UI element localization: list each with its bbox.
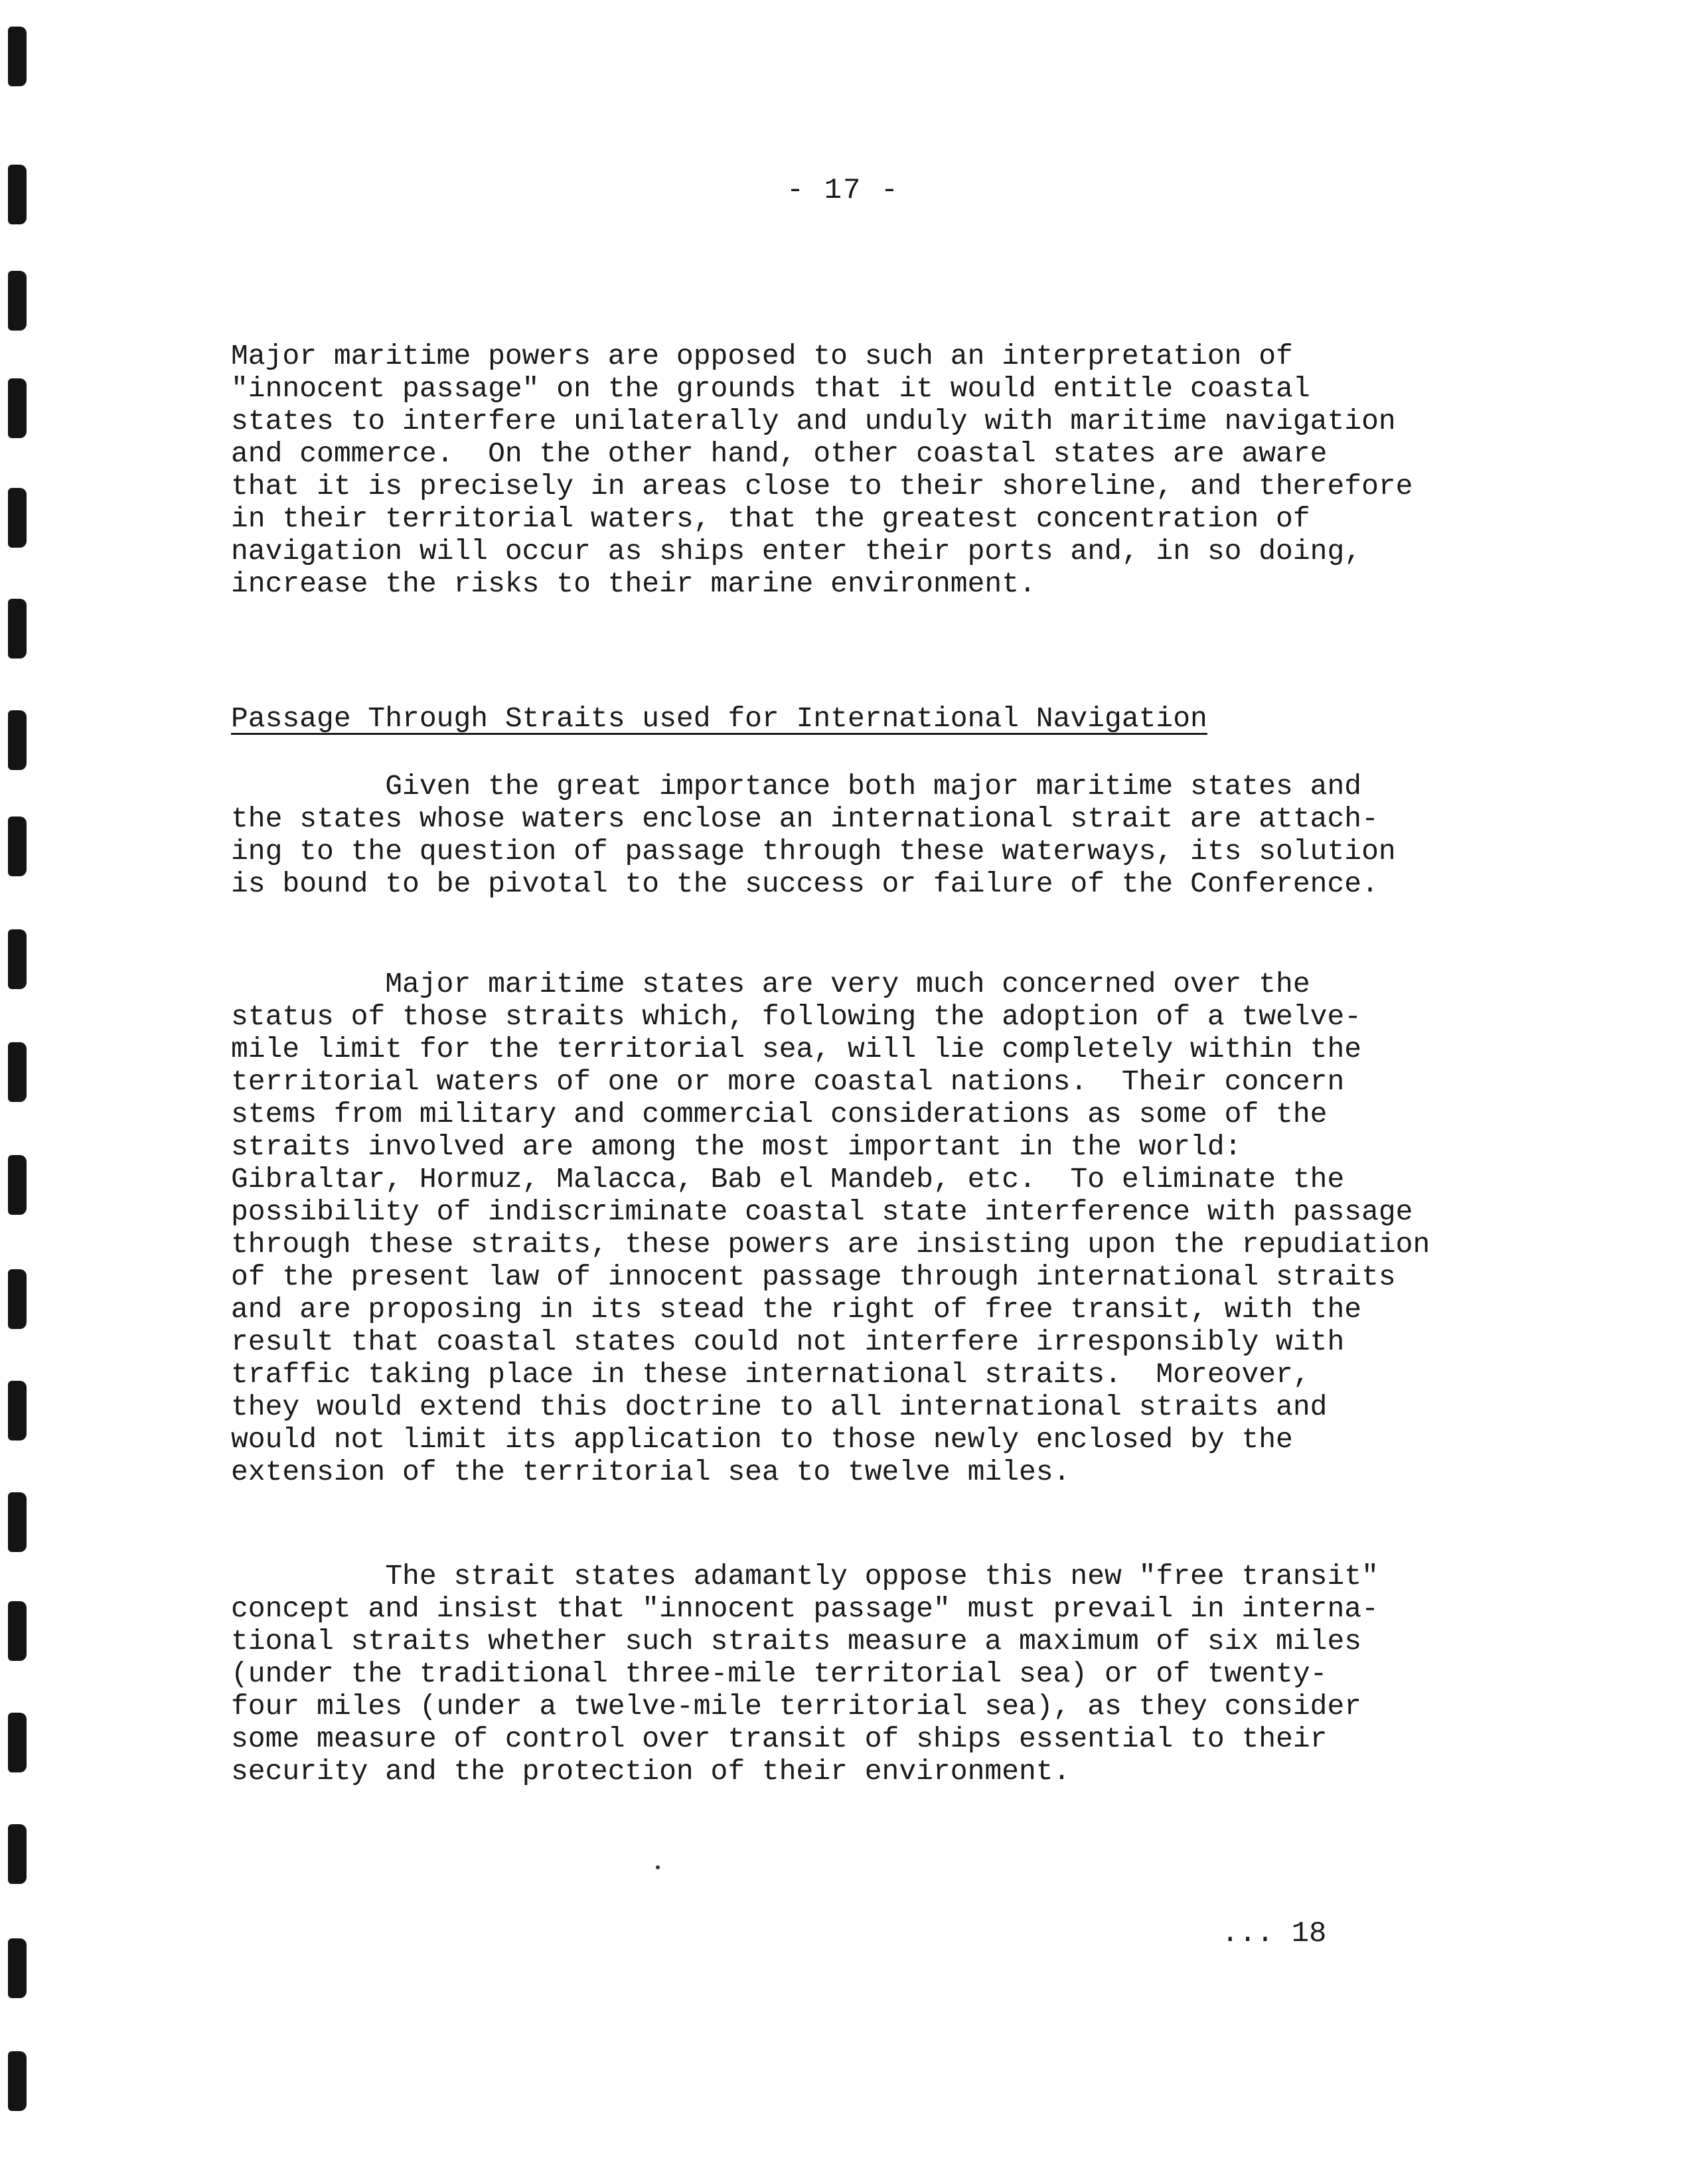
- text-line: Given the great importance both major maritime states and: [231, 770, 1362, 803]
- scan-speck: [656, 1865, 660, 1869]
- text-line: and commerce. On the other hand, other coastal states are aware: [231, 437, 1328, 470]
- text-line: status of those straits which, following the adoption of a twelve-: [231, 1000, 1362, 1033]
- paragraph-3: [231, 968, 1492, 1488]
- text-line: Major maritime states are very much concerned over the: [231, 968, 1310, 1000]
- binding-hole: [8, 271, 27, 331]
- text-line: states to interfere unilaterally and unduly with maritime navigation: [231, 405, 1396, 437]
- text-line: concept and insist that "innocent passage" must prevail in interna-: [231, 1593, 1379, 1625]
- text-line: territorial waters of one or more coastal nations. Their concern: [231, 1065, 1345, 1098]
- text-line: some measure of control over transit of ships essential to their: [231, 1723, 1328, 1755]
- binding-hole: [8, 1601, 27, 1661]
- text-line: result that coastal states could not interfere irresponsibly with: [231, 1326, 1345, 1358]
- text-line: "innocent passage" on the grounds that it would entitle coastal: [231, 372, 1310, 405]
- binding-hole: [8, 1381, 27, 1441]
- text-line: four miles (under a twelve-mile territorial sea), as they consider: [231, 1690, 1362, 1723]
- continuation-marker: ... 18: [1221, 1917, 1327, 1950]
- text-line: the states whose waters enclose an international strait are attach-: [231, 803, 1379, 835]
- text-line: Major maritime powers are opposed to such an interpretation of: [231, 340, 1293, 372]
- text-line: increase the risks to their marine environment.: [231, 568, 1036, 600]
- binding-hole: [8, 1269, 27, 1329]
- text-line: The strait states adamantly oppose this new "free transit": [231, 1560, 1379, 1593]
- paragraph-4: [231, 1560, 1492, 1788]
- text-line: Gibraltar, Hormuz, Malacca, Bab el Mandeb, etc. To eliminate the: [231, 1163, 1345, 1196]
- text-line: and are proposing in its stead the right of free transit, with the: [231, 1293, 1362, 1326]
- section-heading: Passage Through Straits used for International Navigation: [231, 702, 1207, 735]
- binding-hole: [8, 599, 27, 659]
- text-line: traffic taking place in these international straits. Moreover,: [231, 1358, 1310, 1391]
- binding-hole: [8, 2051, 27, 2111]
- text-line: straits involved are among the most important in the world:: [231, 1131, 1242, 1163]
- binding-hole: [8, 1042, 27, 1102]
- page-number: - 17 -: [786, 174, 900, 207]
- text-line: is bound to be pivotal to the success or failure of the Conference.: [231, 868, 1379, 900]
- binding-hole: [8, 1155, 27, 1215]
- binding-hole: [8, 710, 27, 770]
- text-line: extension of the territorial sea to twelve miles.: [231, 1456, 1071, 1488]
- binding-hole: [8, 817, 27, 876]
- paragraph-1: [231, 340, 1492, 600]
- paragraph-2: [231, 770, 1492, 900]
- text-line: navigation will occur as ships enter their ports and, in so doing,: [231, 535, 1362, 568]
- text-line: (under the traditional three-mile territorial sea) or of twenty-: [231, 1658, 1328, 1690]
- binding-hole: [8, 1938, 27, 1998]
- binding-hole: [8, 27, 27, 86]
- text-line: of the present law of innocent passage through international straits: [231, 1261, 1396, 1293]
- binding-hole: [8, 1824, 27, 1884]
- text-line: in their territorial waters, that the greatest concentration of: [231, 503, 1310, 535]
- binding-hole: [8, 1713, 27, 1772]
- text-line: stems from military and commercial considerations as some of the: [231, 1098, 1328, 1131]
- text-line: would not limit its application to those newly enclosed by the: [231, 1423, 1293, 1456]
- text-line: ing to the question of passage through these waterways, its solution: [231, 835, 1396, 868]
- text-line: tional straits whether such straits measure a maximum of six miles: [231, 1625, 1362, 1658]
- binding-hole: [8, 1492, 27, 1552]
- text-line: they would extend this doctrine to all international straits and: [231, 1391, 1328, 1423]
- binding-hole: [8, 378, 27, 438]
- text-line: security and the protection of their environment.: [231, 1755, 1071, 1788]
- text-line: through these straits, these powers are insisting upon the repudiation: [231, 1228, 1430, 1261]
- binding-hole: [8, 488, 27, 548]
- text-line: mile limit for the territorial sea, will lie completely within the: [231, 1033, 1362, 1065]
- text-line: possibility of indiscriminate coastal state interference with passage: [231, 1196, 1413, 1228]
- text-line: that it is precisely in areas close to their shoreline, and therefore: [231, 470, 1413, 503]
- binding-hole: [8, 929, 27, 989]
